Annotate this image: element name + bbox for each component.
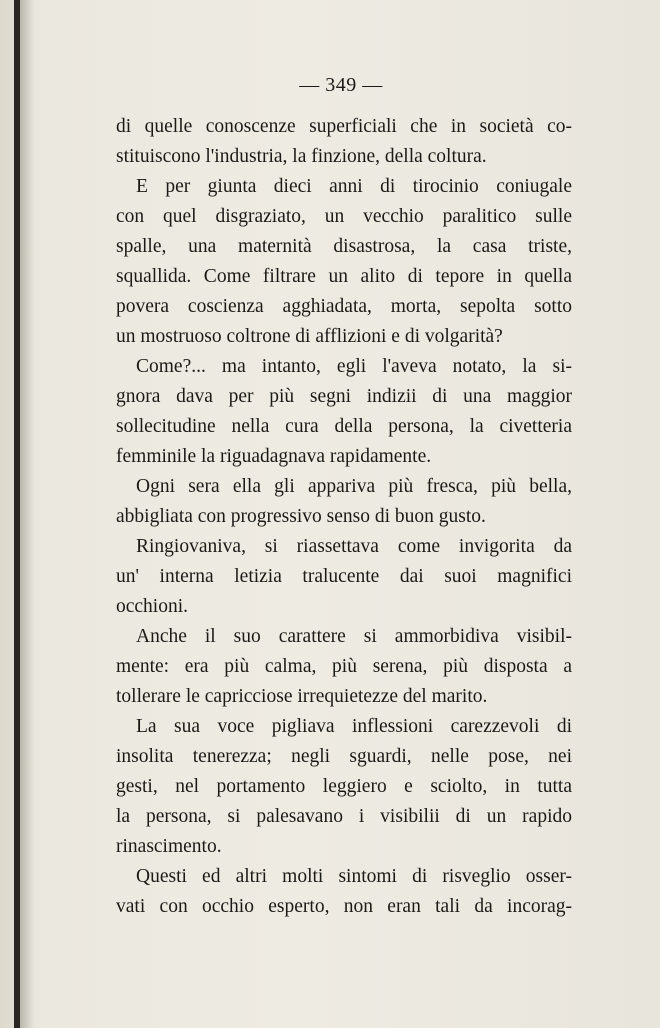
text-line: Ringiovaniva, si riassettava come invigorita da [136, 536, 572, 557]
page-number: — 349 — [299, 74, 383, 96]
text-line: spalle, una maternità disastrosa, la casa triste, [116, 236, 572, 257]
text-line: un mostruoso coltrone di afflizioni e di volgarità? [116, 326, 503, 347]
text-line: gnora dava per più segni indizii di una maggior [116, 386, 572, 407]
text-line: Questi ed altri molti sintomi di risveglio osser- [136, 866, 572, 887]
binding-shadow [20, 0, 34, 1028]
text-line: la persona, si palesavano i visibilii di un rapido [116, 806, 572, 827]
text-line: stituiscono l'industria, la finzione, della coltura. [116, 146, 487, 167]
text-line: un' interna letizia tralucente dai suoi magnifici [116, 566, 572, 587]
text-line: vati con occhio esperto, non eran tali da incorag- [116, 896, 572, 917]
text-line: squallida. Come filtrare un alito di tepore in quella [116, 266, 572, 287]
text-line: tollerare le capricciose irrequietezze del marito. [116, 686, 488, 707]
text-line: di quelle conoscenze superficiali che in società co- [116, 116, 572, 137]
text-line: E per giunta dieci anni di tirocinio coniugale [136, 176, 572, 197]
text-line: con quel disgraziato, un vecchio paralitico sulle [116, 206, 572, 227]
text-line: occhioni. [116, 596, 189, 617]
text-line: Anche il suo carattere si ammorbidiva visibil- [136, 626, 572, 647]
text-line: femminile la riguadagnava rapidamente. [116, 446, 432, 467]
text-line: sollecitudine nella cura della persona, la civetteria [116, 416, 572, 437]
text-line: rinascimento. [116, 836, 222, 857]
text-line: abbigliata con progressivo senso di buon gusto. [116, 506, 486, 527]
text-line: insolita tenerezza; negli sguardi, nelle pose, nei [116, 746, 572, 767]
text-line: gesti, nel portamento leggiero e sciolto, in tutta [116, 776, 572, 797]
text-line: Come?... ma intanto, egli l'aveva notato, la si- [136, 356, 572, 377]
body-text [116, 112, 572, 922]
text-line: Ogni sera ella gli appariva più fresca, più bella, [136, 476, 572, 497]
text-line: mente: era più calma, più serena, più disposta a [116, 656, 572, 677]
text-line: povera coscienza agghiadata, morta, sepolta sotto [116, 296, 572, 317]
text-line: La sua voce pigliava inflessioni carezzevoli di [136, 716, 572, 737]
